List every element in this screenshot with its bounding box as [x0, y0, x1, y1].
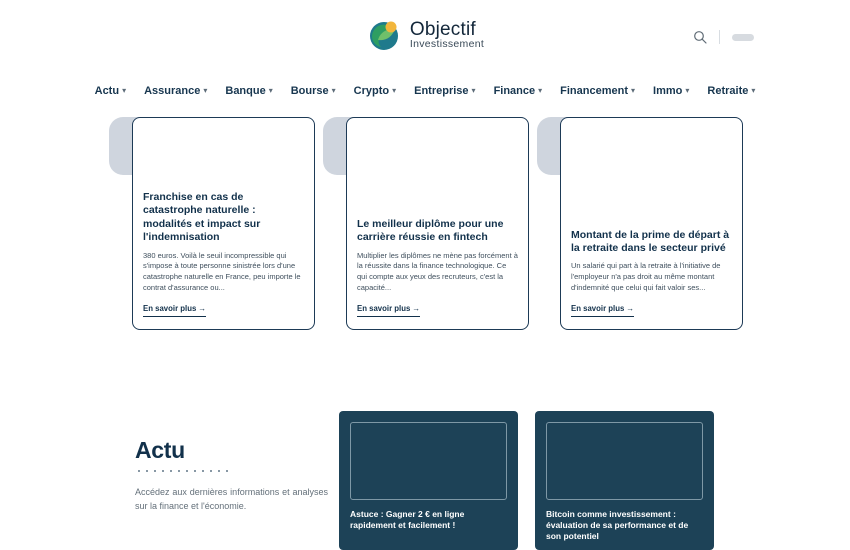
nav-label: Entreprise — [414, 85, 469, 97]
hero-card-link-label: En savoir plus — [571, 304, 625, 313]
actu-section-description: Accédez aux dernières informations et analyses sur la finance et l'économie. — [135, 487, 328, 511]
nav-item-retraite[interactable] — [707, 85, 755, 97]
logo-subtitle: Investissement — [409, 38, 485, 51]
leaf-swirl-logo-icon — [366, 17, 402, 53]
hero-card-link-label: En savoir plus — [143, 304, 197, 313]
nav-item-banque[interactable] — [225, 85, 272, 97]
arrow-right-icon: → — [412, 304, 421, 313]
chevron-down-icon: ▾ — [471, 86, 476, 95]
teaser-title: Astuce : Gagner 2 € en ligne rapidement et facilement ! — [350, 509, 465, 531]
dotted-divider — [135, 469, 231, 473]
actu-section — [135, 437, 335, 513]
main-nav — [0, 76, 850, 106]
nav-label: Actu — [94, 85, 120, 97]
chevron-down-icon: ▾ — [685, 86, 690, 95]
hero-card[interactable] — [132, 117, 315, 330]
chevron-down-icon: ▾ — [203, 86, 208, 95]
nav-item-crypto[interactable] — [354, 85, 396, 97]
hero-card[interactable] — [346, 117, 529, 330]
chevron-down-icon: ▾ — [122, 86, 127, 95]
search-icon[interactable] — [693, 30, 707, 44]
nav-item-actu[interactable] — [95, 85, 126, 97]
nav-label: Retraite — [707, 85, 749, 97]
hero-card-2-wrap — [323, 117, 529, 330]
chevron-down-icon: ▾ — [538, 86, 543, 95]
actu-section-title: Actu — [135, 437, 185, 463]
nav-label: Finance — [493, 85, 536, 97]
hero-card-title: Le meilleur diplôme pour une carrière réussie en fintech — [357, 217, 504, 244]
hero-card-description: 380 euros. Voilà le seuil incompressible qui s'impose à toute personne sinistrée lors d'une catastrophe naturelle en France, peu importe le contrat d'assurance ou... — [143, 250, 301, 293]
chevron-down-icon: ▾ — [331, 86, 336, 95]
chevron-down-icon: ▾ — [631, 86, 636, 95]
nav-label: Assurance — [144, 85, 201, 97]
account-pill[interactable] — [732, 34, 754, 41]
hero-card-description: Multiplier les diplômes ne mène pas forcément à la réussite dans la finance technologique. Ce qui compte aux yeux des recruteurs, c'est la capacité... — [357, 250, 518, 293]
nav-label: Bourse — [290, 85, 329, 97]
nav-label: Banque — [225, 85, 266, 97]
site-header — [0, 0, 850, 70]
nav-label: Immo — [653, 85, 683, 97]
hero-card-title: Franchise en cas de catastrophe naturelle : modalités et impact sur l'indemnisation — [143, 190, 261, 244]
hero-card-link[interactable] — [357, 304, 420, 317]
teaser-thumbnail — [350, 422, 507, 500]
logo-text — [410, 20, 484, 51]
teaser-thumbnail — [546, 422, 703, 500]
hero-card-row — [109, 117, 745, 330]
chevron-down-icon: ▾ — [392, 86, 397, 95]
chevron-down-icon: ▾ — [268, 86, 273, 95]
arrow-right-icon: → — [198, 304, 207, 313]
hero-card-description: Un salarié qui part à la retraite à l'initiative de l'employeur n'a pas droit au même montant d'indemnité que celui qui fait valoir ses... — [571, 261, 721, 293]
header-divider — [719, 30, 720, 44]
teaser-card[interactable] — [535, 411, 714, 550]
hero-card-1-wrap — [109, 117, 315, 330]
nav-item-financement[interactable] — [560, 85, 635, 97]
nav-label: Crypto — [353, 85, 390, 97]
header-actions — [693, 30, 754, 44]
hero-card[interactable] — [560, 117, 743, 330]
teaser-card[interactable] — [339, 411, 518, 550]
nav-item-finance[interactable] — [494, 85, 543, 97]
teaser-title: Bitcoin comme investissement : évaluation de sa performance et de son potentiel — [546, 509, 689, 542]
hero-card-title: Montant de la prime de départ à la retraite dans le secteur privé — [571, 228, 730, 254]
arrow-right-icon: → — [626, 304, 635, 313]
nav-item-assurance[interactable] — [144, 85, 207, 97]
nav-item-immo[interactable] — [653, 85, 689, 97]
logo-title: Objectif — [409, 18, 476, 40]
hero-card-link[interactable] — [571, 304, 634, 317]
hero-card-link[interactable] — [143, 304, 206, 317]
site-logo[interactable] — [366, 17, 484, 53]
nav-item-bourse[interactable] — [291, 85, 336, 97]
nav-label: Financement — [560, 85, 629, 97]
nav-item-entreprise[interactable] — [414, 85, 475, 97]
hero-card-link-label: En savoir plus — [357, 304, 411, 313]
actu-teaser-row — [339, 411, 714, 550]
chevron-down-icon: ▾ — [751, 86, 756, 95]
hero-card-3-wrap — [537, 117, 743, 330]
